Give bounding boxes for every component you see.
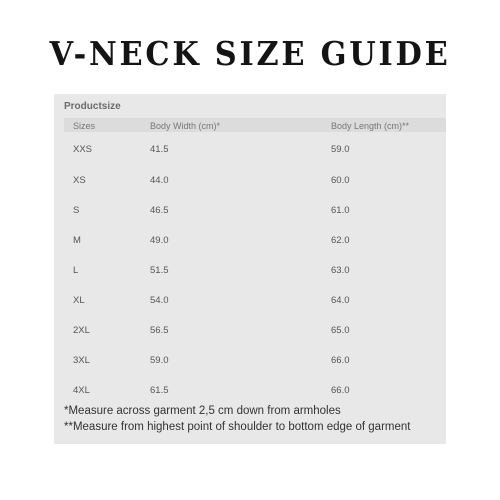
table-row (54, 385, 446, 399)
size-cell: 4XL (73, 385, 90, 396)
width-measure-note: *Measure across garment 2,5 cm down from armholes (64, 405, 341, 417)
width-cell: 56.5 (150, 325, 169, 336)
width-cell: 44.0 (150, 175, 169, 186)
length-cell: 63.0 (331, 265, 350, 276)
width-cell: 59.0 (150, 355, 169, 366)
table-row (54, 295, 446, 309)
width-cell: 54.0 (150, 295, 169, 306)
length-cell: 64.0 (331, 295, 350, 306)
size-cell: M (73, 235, 81, 246)
width-cell: 46.5 (150, 205, 169, 216)
length-cell: 59.0 (331, 144, 350, 155)
header-sizes: Sizes (73, 121, 96, 131)
length-cell: 62.0 (331, 235, 350, 246)
size-cell: 3XL (73, 355, 90, 366)
table-row (54, 325, 446, 339)
size-cell: XXS (73, 144, 93, 155)
table-row (54, 175, 446, 189)
size-cell: S (73, 205, 80, 216)
size-chart-panel (54, 94, 446, 444)
page-title: V-NECK SIZE GUIDE (49, 34, 451, 73)
width-cell: 49.0 (150, 235, 169, 246)
table-row (54, 235, 446, 249)
length-measure-note: **Measure from highest point of shoulder to bottom edge of garment (64, 421, 411, 433)
size-cell: L (73, 265, 79, 276)
table-row (54, 265, 446, 279)
length-cell: 60.0 (331, 175, 350, 186)
size-cell: 2XL (73, 325, 90, 336)
length-cell: 66.0 (331, 355, 350, 366)
header-body-length: Body Length (cm)** (331, 121, 410, 131)
length-cell: 61.0 (331, 205, 350, 216)
header-body-width: Body Width (cm)* (150, 121, 221, 131)
table-row (54, 144, 446, 158)
table-row (54, 205, 446, 219)
size-cell: XS (73, 175, 86, 186)
width-cell: 51.5 (150, 265, 169, 276)
size-cell: XL (73, 295, 85, 306)
table-header (64, 118, 446, 132)
width-cell: 41.5 (150, 144, 169, 155)
width-cell: 61.5 (150, 385, 169, 396)
length-cell: 65.0 (331, 325, 350, 336)
product-size-label: Productsize (64, 101, 121, 112)
table-row (54, 355, 446, 369)
length-cell: 66.0 (331, 385, 350, 396)
